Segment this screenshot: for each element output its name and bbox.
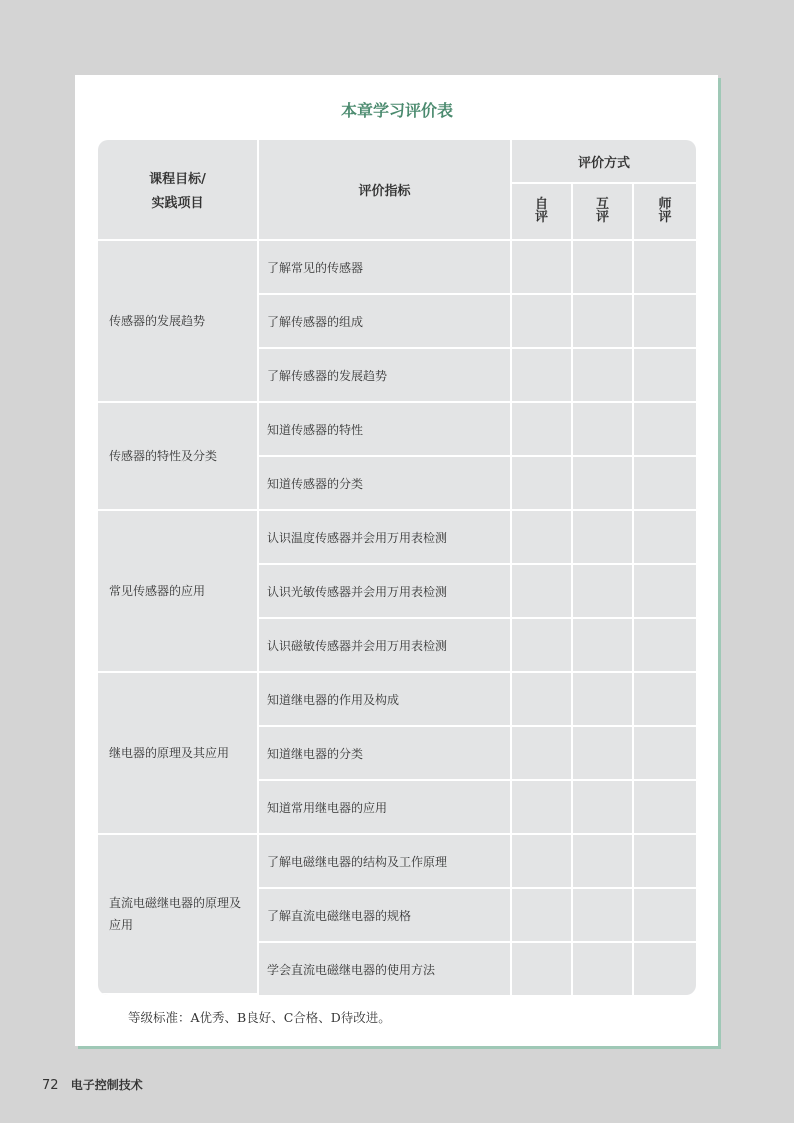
indicator-cell: 了解电磁继电器的结构及工作原理 (259, 835, 512, 889)
indicator-cell: 学会直流电磁继电器的使用方法 (259, 943, 512, 995)
self-eval-cell[interactable] (512, 349, 573, 403)
page-title: 本章学习评价表 (340, 101, 453, 120)
self-eval-cell[interactable] (512, 781, 573, 835)
header-self-text: 自评 (534, 197, 548, 225)
header-teacher-text: 师评 (658, 197, 672, 225)
header-indicator: 评价指标 (259, 140, 512, 241)
evaluation-table (98, 140, 696, 995)
teacher-eval-cell[interactable] (634, 889, 696, 943)
teacher-eval-cell[interactable] (634, 349, 696, 403)
indicator-cell: 知道传感器的分类 (259, 457, 512, 511)
self-eval-cell[interactable] (512, 727, 573, 781)
indicator-cell: 认识温度传感器并会用万用表检测 (259, 511, 512, 565)
self-eval-cell[interactable] (512, 511, 573, 565)
indicator-cell: 了解直流电磁继电器的规格 (259, 889, 512, 943)
peer-eval-cell[interactable] (573, 943, 634, 995)
indicator-cell: 知道继电器的分类 (259, 727, 512, 781)
header-peer (573, 184, 634, 241)
table-row (98, 241, 696, 295)
indicator-cell: 知道继电器的作用及构成 (259, 673, 512, 727)
peer-eval-cell[interactable] (573, 619, 634, 673)
table-row (98, 403, 696, 457)
indicator-cell: 了解传感器的发展趋势 (259, 349, 512, 403)
header-method: 评价方式 (512, 140, 696, 184)
self-eval-cell[interactable] (512, 457, 573, 511)
indicator-cell: 了解传感器的组成 (259, 295, 512, 349)
peer-eval-cell[interactable] (573, 565, 634, 619)
self-eval-cell[interactable] (512, 403, 573, 457)
indicator-cell: 知道常用继电器的应用 (259, 781, 512, 835)
table-row (98, 511, 696, 565)
teacher-eval-cell[interactable] (634, 565, 696, 619)
header-self (512, 184, 573, 241)
self-eval-cell[interactable] (512, 619, 573, 673)
peer-eval-cell[interactable] (573, 241, 634, 295)
self-eval-cell[interactable] (512, 295, 573, 349)
peer-eval-cell[interactable] (573, 295, 634, 349)
table-row (98, 835, 696, 889)
teacher-eval-cell[interactable] (634, 943, 696, 995)
header-teacher (634, 184, 696, 241)
self-eval-cell[interactable] (512, 673, 573, 727)
grading-standard-note: 等级标准：A优秀、B良好、C合格、D待改进。 (128, 1010, 391, 1025)
teacher-eval-cell[interactable] (634, 835, 696, 889)
self-eval-cell[interactable] (512, 943, 573, 995)
indicator-cell: 认识光敏传感器并会用万用表检测 (259, 565, 512, 619)
teacher-eval-cell[interactable] (634, 511, 696, 565)
header-goal (98, 140, 259, 241)
peer-eval-cell[interactable] (573, 889, 634, 943)
teacher-eval-cell[interactable] (634, 295, 696, 349)
peer-eval-cell[interactable] (573, 511, 634, 565)
goal-cell: 传感器的特性及分类 (98, 403, 259, 511)
peer-eval-cell[interactable] (573, 457, 634, 511)
indicator-cell: 了解常见的传感器 (259, 241, 512, 295)
goal-cell: 直流电磁继电器的原理及应用 (98, 835, 259, 995)
teacher-eval-cell[interactable] (634, 781, 696, 835)
teacher-eval-cell[interactable] (634, 673, 696, 727)
indicator-cell: 认识磁敏传感器并会用万用表检测 (259, 619, 512, 673)
header-goal-line1: 课程目标/ (149, 172, 206, 187)
header-goal-line2: 实践项目 (151, 196, 204, 211)
goal-cell: 继电器的原理及其应用 (98, 673, 259, 835)
self-eval-cell[interactable] (512, 889, 573, 943)
self-eval-cell[interactable] (512, 241, 573, 295)
indicator-cell: 知道传感器的特性 (259, 403, 512, 457)
peer-eval-cell[interactable] (573, 835, 634, 889)
peer-eval-cell[interactable] (573, 403, 634, 457)
teacher-eval-cell[interactable] (634, 457, 696, 511)
goal-cell: 常见传感器的应用 (98, 511, 259, 673)
teacher-eval-cell[interactable] (634, 241, 696, 295)
teacher-eval-cell[interactable] (634, 619, 696, 673)
peer-eval-cell[interactable] (573, 781, 634, 835)
book-title: 电子控制技术 (70, 1078, 143, 1092)
teacher-eval-cell[interactable] (634, 727, 696, 781)
header-peer-text: 互评 (595, 197, 609, 225)
goal-cell: 传感器的发展趋势 (98, 241, 259, 403)
peer-eval-cell[interactable] (573, 673, 634, 727)
page-footer (42, 1076, 143, 1093)
peer-eval-cell[interactable] (573, 349, 634, 403)
peer-eval-cell[interactable] (573, 727, 634, 781)
table-row (98, 673, 696, 727)
page-number: 72 (42, 1078, 59, 1093)
self-eval-cell[interactable] (512, 835, 573, 889)
teacher-eval-cell[interactable] (634, 403, 696, 457)
self-eval-cell[interactable] (512, 565, 573, 619)
